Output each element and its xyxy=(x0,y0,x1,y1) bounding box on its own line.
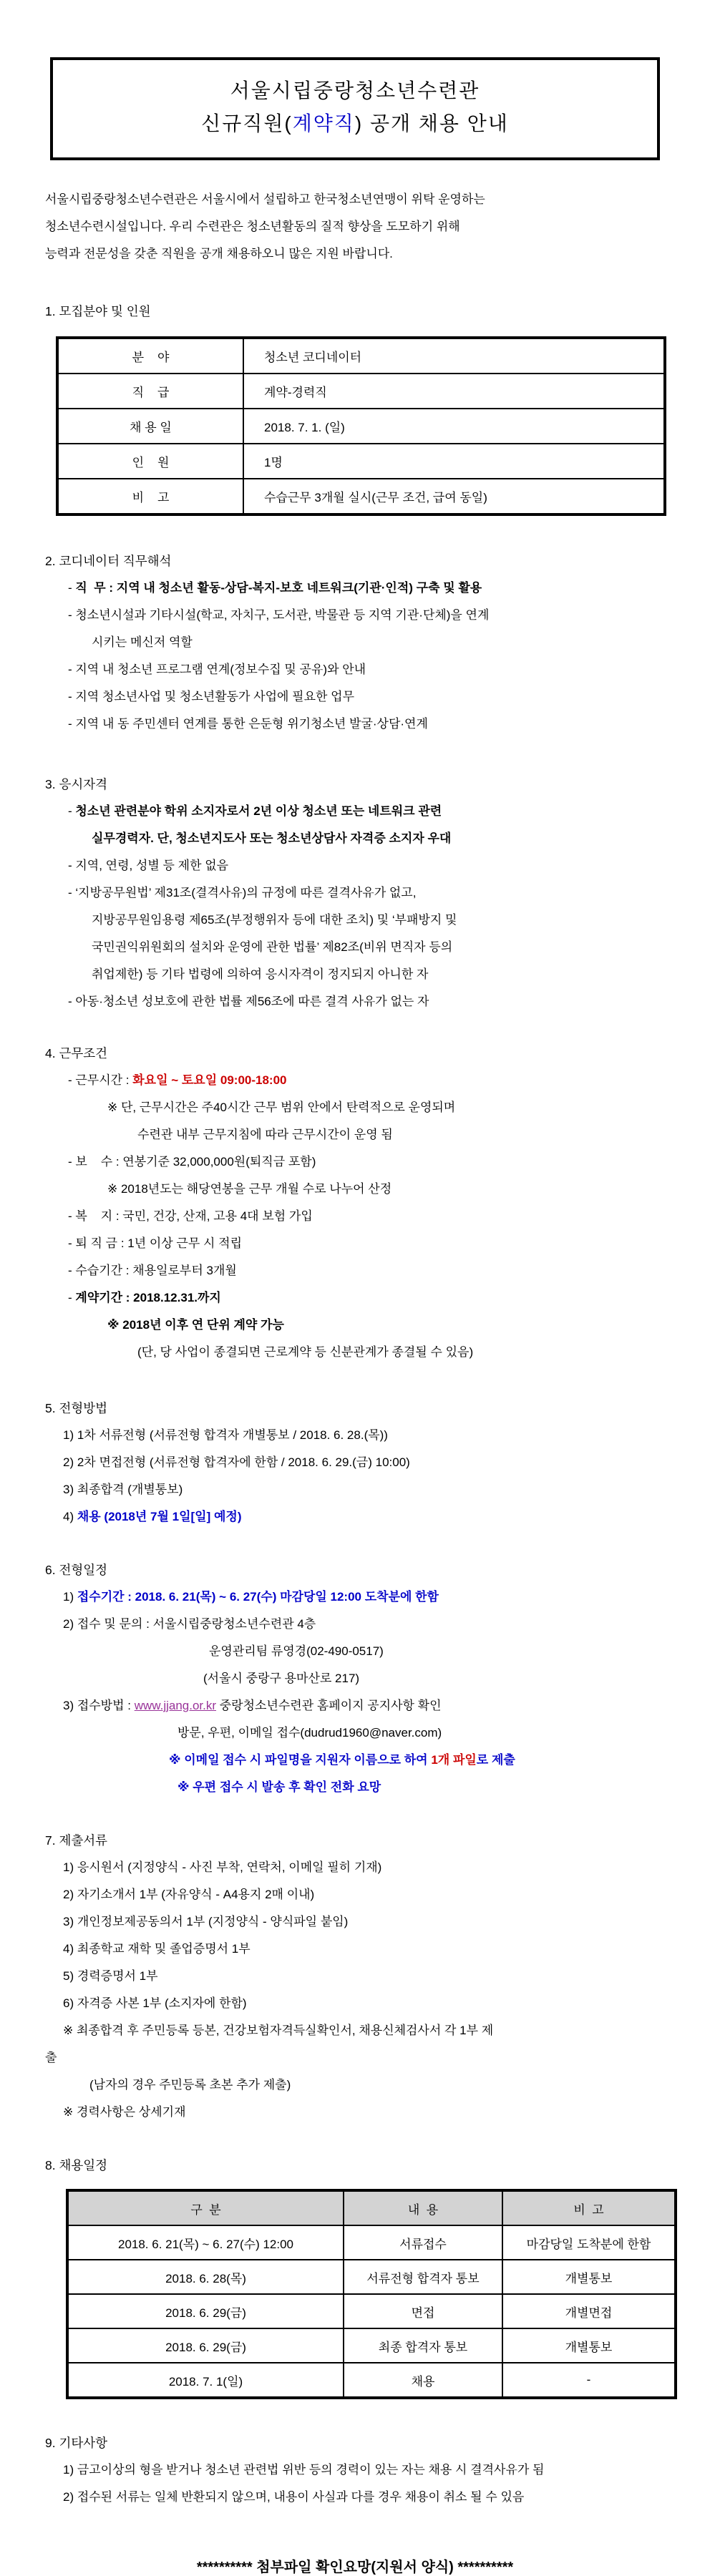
section2-heading: 2. 코디네이터 직무해석 xyxy=(45,554,172,568)
severance-line: - 퇴 직 금 : 1년 이상 근무 시 적립 xyxy=(68,1236,242,1250)
website-link[interactable]: www.jjang.or.kr xyxy=(134,1699,217,1712)
section7-heading: 7. 제출서류 xyxy=(45,1833,108,1848)
list-line: - 지역, 연령, 성별 등 제한 없음 xyxy=(68,859,229,872)
list-line: - 지역 내 동 주민센터 연계를 통한 은둔형 위기청소년 발굴·상담·연계 xyxy=(68,717,428,731)
job-duty-text: 직 무 : 지역 내 청소년 활동-상담-복지-보호 네트워크(기관·인적) 구축 및 활용 xyxy=(75,581,482,595)
contact-line: 2) 접수 및 문의 : 서울시립중랑청소년수련관 4층 xyxy=(63,1617,316,1631)
hire-date-line xyxy=(63,1503,710,1531)
note-line: ※ 최종합격 후 주민등록 등본, 건강보험자격득실확인서, 채용신체검사서 각 1부 제 xyxy=(63,2024,494,2037)
cell-period: 2018. 6. 29(금) xyxy=(67,2294,344,2328)
column-header: 비 고 xyxy=(502,2190,676,2225)
salary-line: - 보 수 : 연봉기준 32,000,000원(퇴직금 포함) xyxy=(68,1155,316,1169)
row-label: 직 급 xyxy=(57,374,243,409)
list-line: - ‘지방공무원법’ 제31조(결격사유)의 규정에 따른 결격사유가 없고, xyxy=(68,886,417,899)
worktime-value: 화요일 ~ 토요일 09:00-18:00 xyxy=(132,1073,287,1087)
list-line: 2) 자기소개서 1부 (자유양식 - A4용지 2매 이내) xyxy=(63,1888,315,1901)
hire-date-text: 채용 (2018년 7월 1일[일] 예정) xyxy=(77,1510,242,1523)
note-line: ※ 2018년 이후 연 단위 계약 가능 xyxy=(107,1318,284,1332)
note-line: ※ 단, 근무시간은 주40시간 근무 범위 안에서 탄력적으로 운영되며 xyxy=(107,1101,456,1114)
hiring-schedule-table xyxy=(66,2189,677,2399)
table-row xyxy=(67,2363,676,2398)
worktime-label: - 근무시간 : xyxy=(68,1073,133,1087)
cell-note: 개별통보 xyxy=(502,2328,676,2363)
note-line: (단, 당 사업이 종결되면 근로계약 등 신분관계가 종결될 수 있음) xyxy=(137,1345,474,1359)
qualification-text: 청소년 관련분야 학위 소지자로서 2년 이상 청소년 또는 네트워크 관련 xyxy=(75,804,442,818)
cell-content: 서류전형 합격자 통보 xyxy=(344,2260,502,2294)
list-line: 3) 개인정보제공동의서 1부 (지정양식 - 양식파일 붙임) xyxy=(63,1915,349,1928)
row-label: 분 야 xyxy=(57,338,243,374)
cell-content: 채용 xyxy=(344,2363,502,2398)
note-wrap-line: 출 xyxy=(45,2051,57,2064)
row-value: 1명 xyxy=(243,444,665,479)
list-line: 1) 1차 서류전형 (서류전형 합격자 개별통보 / 2018. 6. 28.(목)) xyxy=(63,1428,388,1442)
list-line: 2) 2차 면접전형 (서류전형 합격자에 한함 / 2018. 6. 29.(금) 10:00) xyxy=(63,1455,410,1469)
contact-team-line: 운영관리팀 류영경(02-490-0517) xyxy=(209,1644,384,1658)
list-line: - 아동·청소년 성보호에 관한 법률 제56조에 따른 결격 사유가 없는 자 xyxy=(68,995,429,1008)
section6-heading: 6. 전형일정 xyxy=(45,1563,108,1577)
section3-heading: 3. 응시자격 xyxy=(45,777,108,791)
table-row xyxy=(57,338,665,374)
cell-content: 최종 합격자 통보 xyxy=(344,2328,502,2363)
list-line: 지방공무원임용령 제65조(부정행위자 등에 대한 조치) 및 ‘부패방지 및 xyxy=(92,913,457,927)
table-row xyxy=(67,2225,676,2260)
application-method-post: 중랑청소년수련관 홈페이지 공지사항 확인 xyxy=(216,1699,442,1712)
row-value: 2018. 7. 1. (일) xyxy=(243,409,665,444)
application-period-line xyxy=(63,1584,710,1611)
application-channels-line: 방문, 우편, 이메일 접수(dudrud1960@naver.com) xyxy=(178,1726,442,1740)
table-row xyxy=(67,2294,676,2328)
title-line2-pre: 신규직원( xyxy=(201,112,293,135)
cell-period: 2018. 7. 1(일) xyxy=(67,2363,344,2398)
email-note-highlight: 1개 파일 xyxy=(431,1753,477,1767)
application-period-text: 접수기간 : 2018. 6. 21(목) ~ 6. 27(수) 마감당일 12:00 도착분에 한함 xyxy=(77,1590,439,1604)
item-number: 1) xyxy=(63,1590,77,1604)
list-line: 2) 접수된 서류는 일체 반환되지 않으며, 내용이 사실과 다를 경우 채용이 취소 될 수 있음 xyxy=(63,2490,525,2504)
section1-heading: 1. 모집분야 및 인원 xyxy=(45,304,151,318)
contract-text: 계약기간 : 2018.12.31.까지 xyxy=(75,1291,221,1304)
item-number: 4) xyxy=(63,1510,77,1523)
address-line: (서울시 중랑구 용마산로 217) xyxy=(203,1672,360,1685)
application-method-line xyxy=(63,1692,710,1719)
cell-note: 개별면접 xyxy=(502,2294,676,2328)
intro-line: 능력과 전문성을 갖춘 직원을 공개 채용하오니 많은 지원 바랍니다. xyxy=(45,247,393,260)
table-row xyxy=(67,2328,676,2363)
row-label: 비 고 xyxy=(57,479,243,514)
list-line: 취업제한) 등 기타 법령에 의하여 응시자격이 정지되지 아니한 자 xyxy=(92,967,429,981)
list-line: 1) 금고이상의 형을 받거나 청소년 관련법 위반 등의 경력이 있는 자는 채용 시 결격사유가 됨 xyxy=(63,2463,545,2477)
table-row xyxy=(57,374,665,409)
attachment-notice: ********** 첨부파일 확인요망(지원서 양식) ********** xyxy=(196,2560,514,2575)
cell-period: 2018. 6. 28(목) xyxy=(67,2260,344,2294)
table-row xyxy=(57,444,665,479)
page-title-line2 xyxy=(53,107,657,140)
bullet-dash: - xyxy=(68,1291,76,1304)
job-duty-line xyxy=(68,575,710,602)
row-value: 수습근무 3개월 실시(근무 조건, 급여 동일) xyxy=(243,479,665,514)
table-header-row xyxy=(67,2190,676,2225)
application-method-label: 3) 접수방법 : xyxy=(63,1699,135,1712)
intro-line: 서울시립중랑청소년수련관은 서울시에서 설립하고 한국청소년연맹이 위탁 운영하는 xyxy=(45,192,485,206)
cell-note: - xyxy=(502,2363,676,2398)
list-line: 시키는 메신저 역할 xyxy=(92,635,193,649)
list-line: 3) 최종합격 (개별통보) xyxy=(63,1483,183,1496)
cell-note: 마감당일 도착분에 한함 xyxy=(502,2225,676,2260)
cell-content: 서류접수 xyxy=(344,2225,502,2260)
intro-paragraph xyxy=(45,186,710,268)
row-value: 청소년 코디네이터 xyxy=(243,338,665,374)
probation-line: - 수습기간 : 채용일로부터 3개월 xyxy=(68,1264,237,1277)
post-note-line: ※ 우편 접수 시 발송 후 확인 전화 요망 xyxy=(178,1780,381,1794)
email-note-pre: ※ 이메일 접수 시 파일명을 지원자 이름으로 하여 xyxy=(169,1753,432,1767)
welfare-line: - 복 지 : 국민, 건강, 산재, 고용 4대 보험 가입 xyxy=(68,1209,313,1223)
bullet-dash: - xyxy=(68,804,76,818)
email-note-line xyxy=(169,1747,710,1774)
list-line: 국민권익위원회의 설치와 운영에 관한 법률’ 제82조(비위 면직자 등의 xyxy=(92,940,453,954)
list-line: - 지역 청소년사업 및 청소년활동가 사업에 필요한 업무 xyxy=(68,690,355,703)
list-line: 6) 자격증 사본 1부 (소지자에 한함) xyxy=(63,1996,247,2010)
list-line: 4) 최종학교 재학 및 졸업증명서 1부 xyxy=(63,1942,251,1956)
list-line: 1) 응시원서 (지정양식 - 사진 부착, 연락처, 이메일 필히 기재) xyxy=(63,1860,382,1874)
note-line: 수련관 내부 근무지침에 따라 근무시간이 운영 됨 xyxy=(137,1128,393,1141)
cell-period: 2018. 6. 29(금) xyxy=(67,2328,344,2363)
list-line: 5) 경력증명서 1부 xyxy=(63,1969,158,1983)
title-box xyxy=(50,57,660,160)
qualification-line: 실무경력자. 단, 청소년지도사 또는 청소년상담사 자격증 소지자 우대 xyxy=(92,831,452,845)
list-line: - 청소년시설과 기타시설(학교, 자치구, 도서관, 박물관 등 지역 기관·단체)을 연계 xyxy=(68,608,490,622)
bullet-dash: - xyxy=(68,581,76,595)
document-page xyxy=(0,57,710,2575)
column-header: 구 분 xyxy=(67,2190,344,2225)
cell-content: 면접 xyxy=(344,2294,502,2328)
section5-heading: 5. 전형방법 xyxy=(45,1401,108,1415)
recruitment-field-table xyxy=(56,336,666,516)
contract-line xyxy=(68,1284,710,1312)
section4-heading: 4. 근무조건 xyxy=(45,1046,108,1060)
section9-heading: 9. 기타사항 xyxy=(45,2436,108,2450)
table-row xyxy=(57,409,665,444)
intro-line: 청소년수련시설입니다. 우리 수련관은 청소년활동의 질적 향상을 도모하기 위해 xyxy=(45,220,460,233)
title-line2-post: ) 공개 채용 안내 xyxy=(354,112,509,135)
row-label: 채 용 일 xyxy=(57,409,243,444)
cell-note: 개별통보 xyxy=(502,2260,676,2294)
section8-heading: 8. 채용일정 xyxy=(45,2158,108,2172)
worktime-line xyxy=(68,1067,710,1094)
table-row xyxy=(67,2260,676,2294)
email-note-post: 로 제출 xyxy=(476,1753,515,1767)
cell-period: 2018. 6. 21(목) ~ 6. 27(수) 12:00 xyxy=(67,2225,344,2260)
row-value: 계약-경력직 xyxy=(243,374,665,409)
column-header: 내 용 xyxy=(344,2190,502,2225)
qualification-line xyxy=(68,798,710,825)
page-title-line1: 서울시립중랑청소년수련관 xyxy=(230,79,480,102)
note-line: ※ 경력사항은 상세기재 xyxy=(63,2105,186,2119)
note-line: ※ 2018년도는 해당연봉을 근무 개월 수로 나누어 산정 xyxy=(107,1182,392,1196)
title-contract-type: 계약직 xyxy=(292,112,355,135)
note-line: (남자의 경우 주민등록 초본 추가 제출) xyxy=(89,2078,291,2092)
list-line: - 지역 내 청소년 프로그램 연계(정보수집 및 공유)와 안내 xyxy=(68,663,366,676)
row-label: 인 원 xyxy=(57,444,243,479)
table-row xyxy=(57,479,665,514)
